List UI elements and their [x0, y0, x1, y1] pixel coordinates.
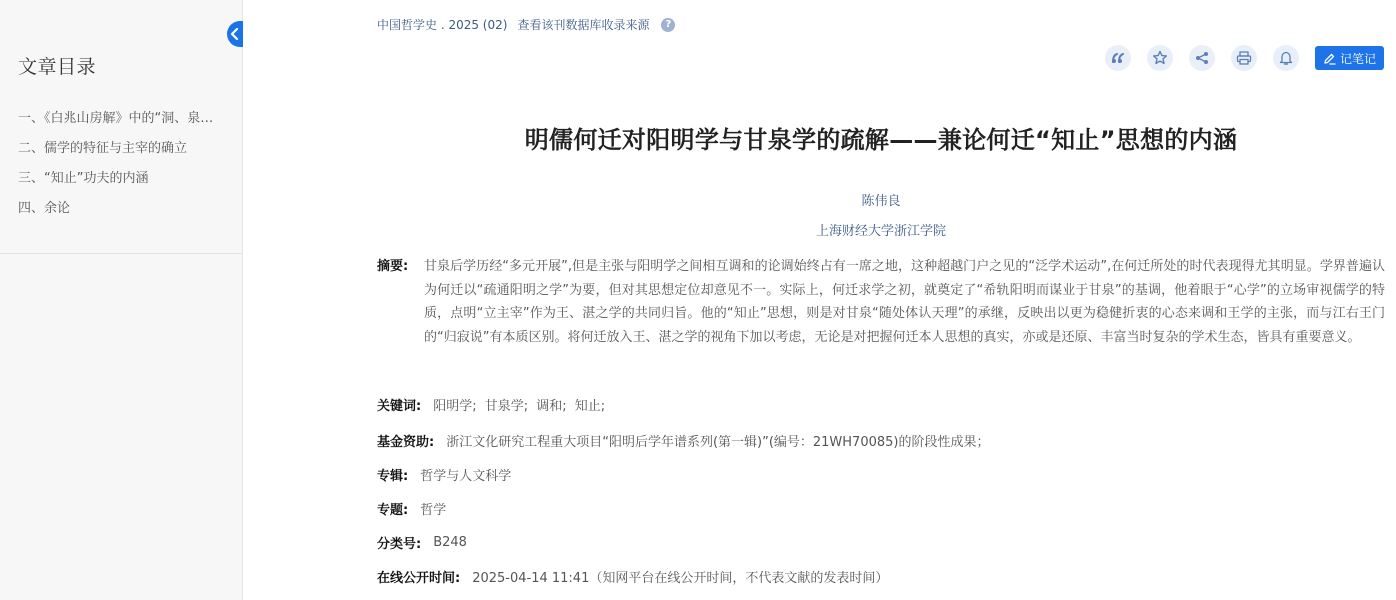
chevron-left-icon — [230, 28, 240, 40]
keyword-link[interactable]: 甘泉学; — [484, 399, 529, 414]
favorite-button[interactable] — [1147, 45, 1173, 71]
article-toolbar — [1105, 45, 1384, 71]
quote-icon — [1111, 52, 1125, 64]
author-link[interactable]: 陈伟良 — [861, 194, 901, 209]
take-note-button[interactable] — [1315, 46, 1384, 70]
toc-panel — [0, 0, 242, 254]
toc-item-3[interactable]: 三、“知止”功夫的内涵 — [18, 171, 149, 186]
toc-item-2[interactable]: 二、儒学的特征与主宰的确立 — [18, 141, 188, 156]
topic-value: 哲学 — [420, 503, 447, 518]
edit-icon — [1323, 52, 1336, 65]
database-source-link[interactable]: 查看该刊数据库收录来源 — [517, 18, 650, 32]
journal-issue-link[interactable]: 中国哲学史 . 2025 (02) — [377, 18, 508, 32]
article-main — [243, 0, 1396, 600]
keywords-list — [433, 395, 609, 414]
fund-label: 基金资助: — [377, 435, 435, 450]
classification-label: 分类号: — [377, 537, 422, 552]
source-line — [377, 16, 675, 33]
print-icon — [1236, 51, 1252, 65]
classification-value: B248 — [433, 535, 467, 550]
toc-sidebar — [0, 0, 243, 600]
affiliation-link[interactable]: 上海财经大学浙江学院 — [815, 224, 946, 239]
keyword-link[interactable]: 调和; — [536, 399, 567, 414]
topic-row — [377, 499, 446, 518]
toc-item-1[interactable]: 一、《白兆山房解》中的“洞、泉… — [18, 111, 214, 126]
cite-button[interactable] — [1105, 45, 1131, 71]
bell-icon — [1279, 50, 1293, 66]
online-time-value: 2025-04-14 11:41（知网平台在线公开时间，不代表文献的发表时间） — [472, 571, 889, 586]
keyword-link[interactable]: 知止; — [574, 399, 606, 414]
abstract-text: 甘泉后学历经“多元开展”,但是主张与阳明学之间相互调和的论调始终占有一席之地，这种超越门户之见的“泛学术运动”,在何迁所处的时代表现得尤其明显。学界普遍认为何迁以“疏通阳明之学”为要，但对其思想定位却意见不一。实际上，何迁求学之初，就奠定了“希轨阳明而谋业于甘泉”的基调，他着眼于“心学”的立场审视儒学的特质，点明“立主宰”作为王、湛之学的共同归旨。他的“知止”思想，则是对甘泉“随处体认天理”的承继，反映出以更为稳健折衷的心态来调和王学的主张，而与江右王门的“归寂说”有本质区别。将何迁放入王、湛之学的视角下加以考虑，无论是对把握何迁本人思想的真实，亦或是还原、丰富当时复杂的学术生态，皆具有重要意义。 — [424, 259, 1385, 345]
series-value: 哲学与人文科学 — [420, 469, 512, 484]
help-icon[interactable]: ? — [661, 18, 675, 32]
star-icon — [1152, 50, 1168, 66]
fund-value[interactable]: 浙江文化研究工程重大项目“阳明后学年谱系列(第一辑)”(编号：21WH70085)的阶段性成果； — [446, 435, 990, 450]
classification-row — [377, 533, 467, 552]
toc-title: 文章目录 — [18, 56, 97, 78]
share-icon — [1195, 51, 1209, 65]
fund-row — [377, 431, 990, 450]
abstract-label: 摘要: — [377, 259, 409, 274]
topic-label: 专题: — [377, 503, 409, 518]
toc-list — [18, 108, 233, 228]
take-note-label: 记笔记 — [1339, 51, 1376, 66]
online-time-row — [377, 567, 888, 586]
alert-button[interactable] — [1273, 45, 1299, 71]
print-button[interactable] — [1231, 45, 1257, 71]
abstract-row — [377, 255, 1385, 349]
keywords-label: 关键词: — [377, 399, 422, 414]
keywords-row — [377, 395, 609, 414]
share-button[interactable] — [1189, 45, 1215, 71]
online-time-label: 在线公开时间: — [377, 571, 461, 586]
article-title: 明儒何迁对阳明学与甘泉学的疏解——兼论何迁“知止”思想的内涵 — [524, 126, 1238, 154]
toc-item-4[interactable]: 四、余论 — [18, 201, 71, 216]
keyword-link[interactable]: 阳明学; — [433, 399, 477, 414]
series-label: 专辑: — [377, 469, 409, 484]
series-row — [377, 465, 511, 484]
